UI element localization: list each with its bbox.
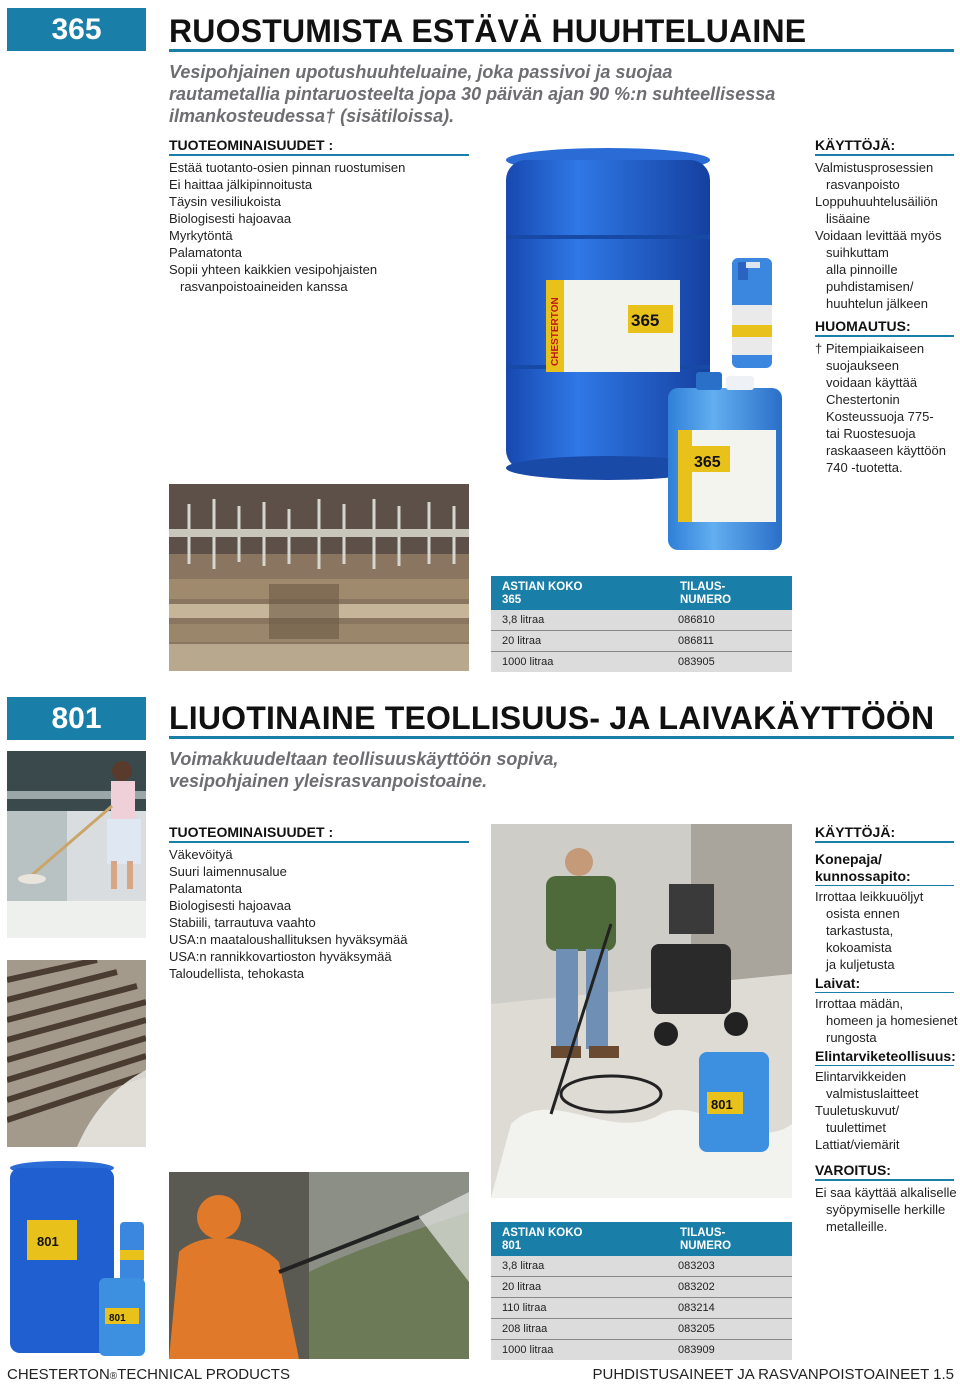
uses-heading: KÄYTTÖJÄ: bbox=[815, 824, 954, 843]
worker-spraying-photo bbox=[169, 1172, 469, 1359]
note-heading: HUOMAUTUS: bbox=[815, 318, 954, 337]
use-item: alla pinnoille bbox=[826, 262, 898, 277]
feature-item: Stabiili, tarrautuva vaahto bbox=[169, 915, 316, 930]
registered-mark: ® bbox=[109, 1371, 118, 1382]
warning-line: syöpymiselle herkille bbox=[826, 1202, 946, 1217]
table-row: 3,8 litraa 086810 bbox=[491, 610, 792, 631]
features-heading: TUOTEOMINAISUUDET : bbox=[169, 137, 469, 156]
feature-item: Palamatonta bbox=[169, 245, 242, 260]
use-item: lisäaine bbox=[826, 211, 871, 226]
use-item: suihkuttam bbox=[826, 245, 889, 260]
section-subtitle: Voimakkuudeltaan teollisuuskäyttöön sopiva, vesipohjainen yleisrasvanpoistoaine. bbox=[169, 749, 559, 791]
use-item: Loppuhuuhtelusäiliön bbox=[815, 194, 938, 209]
use-item: tarkastusta, bbox=[826, 923, 894, 938]
feature-item: Estää tuotanto-osien pinnan ruostumisen bbox=[169, 160, 406, 175]
note-line: suojaukseen bbox=[826, 358, 899, 373]
pressure-washer-photo bbox=[491, 824, 792, 1198]
jug-product-number: 365 bbox=[694, 454, 721, 471]
product-image-365 bbox=[500, 140, 800, 560]
footer-right: PUHDISTUSAINEET JA RASVANPOISTOAINEET 1.5 bbox=[592, 1366, 954, 1383]
use-item: puhdistamisen/ bbox=[826, 279, 914, 294]
feature-item: Ei haittaa jälkipinnoitusta bbox=[169, 177, 313, 192]
section-badge-365: 365 bbox=[7, 8, 146, 51]
feature-item: Myrkytöntä bbox=[169, 228, 233, 243]
drum-product-number: 365 bbox=[631, 311, 660, 330]
order-table-header: ASTIAN KOKO 801 TILAUS- NUMERO bbox=[491, 1222, 792, 1256]
warning-heading: VAROITUS: bbox=[815, 1162, 954, 1181]
use-item: kokoamista bbox=[826, 940, 892, 955]
use-item: osista ennen bbox=[826, 906, 900, 921]
use-item: Elintarvikkeiden bbox=[815, 1069, 907, 1084]
footer-brand-rest: TECHNICAL PRODUCTS bbox=[117, 1366, 290, 1383]
section-subtitle: Vesipohjainen upotushuuhteluaine, joka passivoi ja suojaa rautametallia pintaruosteelta jopa 30 päivän ajan 90 %:n suhteellisessa ilmankosteudessa† (sisätiloissa). bbox=[169, 62, 776, 126]
table-row: 20 litraa 086811 bbox=[491, 631, 792, 652]
note-line: 740 -tuotetta. bbox=[826, 460, 903, 475]
industrial-tank-photo bbox=[169, 484, 469, 671]
use-group-heading: Laivat: bbox=[815, 975, 954, 993]
feature-item: Sopii yhteen kaikkien vesipohjaisten bbox=[169, 262, 378, 277]
table-row: 1000 litraa 083905 bbox=[491, 652, 792, 672]
table-row: 20 litraa 083202 bbox=[491, 1277, 792, 1298]
feature-item: Biologisesti hajoavaa bbox=[169, 211, 292, 226]
use-item: huuhtelun jälkeen bbox=[826, 296, 928, 311]
uses-block bbox=[815, 824, 958, 1235]
section-title-801: LIUOTINAINE TEOLLISUUS- JA LAIVAKÄYTTÖÖN bbox=[169, 700, 935, 736]
use-item: Tuuletuskuvut/ bbox=[815, 1103, 900, 1118]
use-item: homeen ja homesienet bbox=[826, 1013, 958, 1028]
use-item: Voidaan levittää myös bbox=[815, 228, 942, 243]
features-list bbox=[169, 159, 469, 295]
note-line: † Pitempiaikaiseen bbox=[815, 341, 925, 356]
use-item: rungosta bbox=[826, 1030, 877, 1045]
table-row: 110 litraa 083214 bbox=[491, 1298, 792, 1319]
use-group-heading: Elintarviketeollisuus: bbox=[815, 1048, 956, 1064]
feature-item: Täysin vesiliukoista bbox=[169, 194, 281, 209]
table-row: 3,8 litraa 083203 bbox=[491, 1256, 792, 1277]
features-block bbox=[169, 824, 469, 982]
warning-line: Ei saa käyttää alkaliselle bbox=[815, 1185, 957, 1200]
use-item: Irrottaa mädän, bbox=[815, 996, 904, 1011]
order-table-801 bbox=[491, 1222, 792, 1360]
uses-heading: KÄYTTÖJÄ: bbox=[815, 137, 954, 156]
use-item: rasvanpoisto bbox=[826, 177, 900, 192]
order-table-header: ASTIAN KOKO 365 TILAUS- NUMERO bbox=[491, 576, 792, 610]
note-line: raskaaseen käyttöön bbox=[826, 443, 946, 458]
brand-label: CHESTERTON bbox=[550, 297, 561, 366]
drum-product-number: 801 bbox=[37, 1234, 59, 1249]
note-line: Chestertonin bbox=[826, 392, 900, 407]
use-item: Irrottaa leikkuuöljyt bbox=[815, 889, 924, 904]
note-line: tai Ruostesuoja bbox=[826, 426, 916, 441]
section-badge-801: 801 bbox=[7, 697, 146, 740]
uses-block bbox=[815, 137, 954, 476]
section-title-365: RUOSTUMISTA ESTÄVÄ HUUHTELUAINE bbox=[169, 13, 807, 49]
product-image-801-containers bbox=[7, 1160, 146, 1357]
order-table-365 bbox=[491, 576, 792, 672]
drain-grate-photo bbox=[7, 960, 146, 1147]
use-item: tuulettimet bbox=[826, 1120, 886, 1135]
warning-line: metalleille. bbox=[826, 1219, 888, 1234]
feature-item: Biologisesti hajoavaa bbox=[169, 898, 292, 913]
features-heading: TUOTEOMINAISUUDET : bbox=[169, 824, 469, 843]
mopping-photo bbox=[7, 751, 146, 938]
table-row: 208 litraa 083205 bbox=[491, 1319, 792, 1340]
footer-left bbox=[7, 1366, 290, 1383]
use-item: ja kuljetusta bbox=[826, 957, 895, 972]
use-item: valmistuslaitteet bbox=[826, 1086, 919, 1101]
feature-item: USA:n maataloushallituksen hyväksymää bbox=[169, 932, 408, 947]
title-rule bbox=[169, 736, 954, 739]
feature-item: Väkevöityä bbox=[169, 847, 233, 862]
feature-item: rasvanpoistoaineiden kanssa bbox=[180, 279, 348, 294]
features-block bbox=[169, 137, 469, 295]
jug-product-number: 801 bbox=[711, 1097, 733, 1112]
footer-brand: CHESTERTON bbox=[7, 1366, 110, 1383]
use-item: Valmistusprosessien bbox=[815, 160, 934, 175]
feature-item: Taloudellista, tehokasta bbox=[169, 966, 305, 981]
use-item: Lattiat/viemärit bbox=[815, 1137, 900, 1152]
feature-item: USA:n rannikkovartioston hyväksymää bbox=[169, 949, 392, 964]
title-rule bbox=[169, 49, 954, 52]
table-row: 1000 litraa 083909 bbox=[491, 1340, 792, 1360]
note-line: Kosteussuoja 775- bbox=[826, 409, 934, 424]
note-line: voidaan käyttää bbox=[826, 375, 918, 390]
feature-item: Palamatonta bbox=[169, 881, 242, 896]
use-group-heading: Konepaja/ kunnossapito: bbox=[815, 851, 954, 886]
jug-product-number: 801 bbox=[109, 1313, 126, 1324]
feature-item: Suuri laimennusalue bbox=[169, 864, 287, 879]
